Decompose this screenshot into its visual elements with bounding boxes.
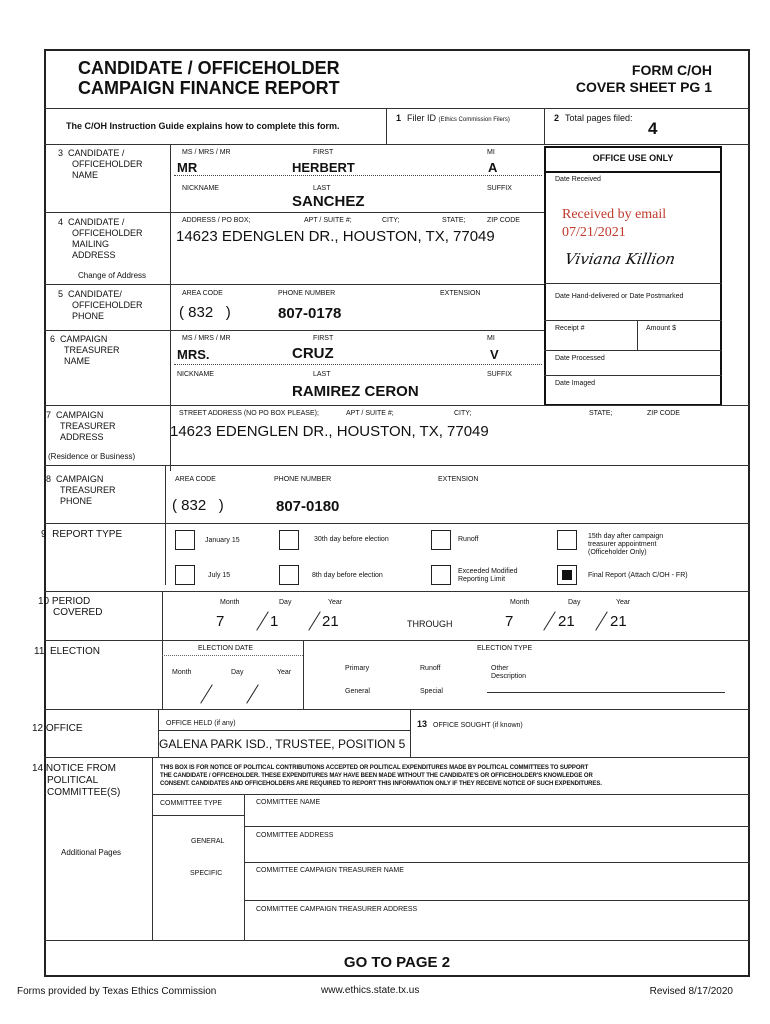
footer-provided-by: Forms provided by Texas Ethics Commission <box>17 986 217 997</box>
s6-title-value: MRS. <box>177 347 210 362</box>
s6-first-col: FIRST <box>313 335 334 342</box>
total-pages-text: Total pages filed: <box>565 113 633 123</box>
opt-30th-day: 30th day before election <box>314 536 389 543</box>
opt-exceeded-limit: Exceeded Modified Reporting Limit <box>458 568 518 583</box>
s4-state-col: STATE; <box>442 217 466 224</box>
total-pages-number: 2 <box>554 113 560 123</box>
s3-last-col: LAST <box>313 185 331 192</box>
form-title-line1: CANDIDATE / OFFICEHOLDER <box>78 58 340 78</box>
s11-election-date: ELECTION DATE <box>198 645 254 652</box>
s5-label: 5 CANDIDATE/ OFFICEHOLDER PHONE <box>58 289 143 321</box>
opt-january-15: January 15 <box>205 537 240 544</box>
s11-day-col: Day <box>231 669 244 676</box>
committee-specific: SPECIFIC <box>190 870 223 877</box>
additional-pages: Additional Pages <box>61 848 122 857</box>
s7-city-col: CITY; <box>454 410 472 417</box>
s11-special: Special <box>420 688 443 695</box>
s10-to-month-col: Month <box>510 599 530 606</box>
cover-sheet-label: COVER SHEET PG 1 <box>575 79 712 95</box>
instruction-text: The C/OH Instruction Guide explains how to complete this form. <box>66 121 340 131</box>
office-use-title: OFFICE USE ONLY <box>592 153 674 163</box>
s4-label: 4 CANDIDATE / OFFICEHOLDER MAILING ADDRESS <box>58 217 143 260</box>
filer-id-label <box>396 113 510 123</box>
s6-nickname-col: NICKNAME <box>177 371 214 378</box>
checkbox-final-report[interactable] <box>557 565 577 585</box>
footer-revised: Revised 8/17/2020 <box>649 986 733 997</box>
opt-15th-day: 15th day after campaign treasurer appointment (Officeholder Only) <box>588 533 664 556</box>
signature: Viviana Killion <box>563 250 677 268</box>
s7-apt-col: APT / SUITE #; <box>346 410 394 417</box>
opt-july-15: July 15 <box>208 572 231 579</box>
s10-from-year-col: Year <box>328 599 343 606</box>
checkbox-january-15[interactable] <box>175 530 195 550</box>
s10-to-day: 21 <box>558 613 575 630</box>
s3-nickname-col: NICKNAME <box>182 185 219 192</box>
form-title <box>78 58 340 98</box>
s10-from-month: 7 <box>216 613 225 630</box>
s7-zip-col: ZIP CODE <box>647 410 680 417</box>
s7-label: 7 CAMPAIGN TREASURER ADDRESS <box>46 410 116 442</box>
s4-apt-col: APT / SUITE #; <box>304 217 352 224</box>
s5-phone-col: PHONE NUMBER <box>278 290 336 297</box>
s5-phone-value: 807-0178 <box>278 305 342 322</box>
s10-to-month: 7 <box>505 613 514 630</box>
s6-last-value: RAMIREZ CERON <box>292 383 419 400</box>
s11-other-description: Other Description <box>491 665 527 680</box>
office-held-label: OFFICE HELD (if any) <box>166 720 236 727</box>
checkbox-15th-day[interactable] <box>557 530 577 550</box>
checkbox-exceeded-limit[interactable] <box>431 565 451 585</box>
s8-phone-value: 807-0180 <box>276 498 340 515</box>
s7-address-value: 14623 EDENGLEN DR., HOUSTON, TX, 77049 <box>170 423 489 440</box>
date-processed-label: Date Processed <box>555 355 605 362</box>
s10-from-day-col: Day <box>279 599 292 606</box>
s3-mi-value: A <box>488 160 498 175</box>
s10-from-year: 21 <box>322 613 339 630</box>
go-to-page-2: GO TO PAGE 2 <box>343 954 451 971</box>
s11-year-col: Year <box>277 669 292 676</box>
date-received-label: Date Received <box>555 176 601 183</box>
s10-to-year: 21 <box>610 613 627 630</box>
s6-mi-col: MI <box>487 335 495 342</box>
s10-from-day: 1 <box>270 613 279 630</box>
form-id-label: FORM C/OH <box>631 62 712 78</box>
s3-title-value: MR <box>177 160 198 175</box>
received-stamp-line1: Received by email <box>562 207 667 222</box>
received-stamp-date: 07/21/2021 <box>562 225 626 240</box>
s14-notice: THIS BOX IS FOR NOTICE OF POLITICAL CONTRIBUTIONS ACCEPTED OR POLITICAL EXPENDITURES MADE BY POLITICAL COMMITTEES TO SUPPORT THE CANDIDATE / OFFICEHOLDER. THESE EXPENDITURES MAY HAVE BEEN MADE WITHOUT THE CANDIDATE'S OR OFFICEHOLDER'S KNOWLEDGE OR CONSENT. CANDIDATES AND OFFICEHOLDERS ARE REQUIRED TO REPORT THIS INFORMATION ONLY IF THEY RECEIVE NOTICE OF SUCH EXPENDITURES. <box>160 765 602 787</box>
date-imaged-label: Date Imaged <box>555 380 596 387</box>
form-id <box>576 62 712 96</box>
s10-from-month-col: Month <box>220 599 240 606</box>
s8-area-value: ( 832 ) <box>172 497 224 514</box>
opt-8th-day: 8th day before election <box>312 572 383 579</box>
opt-final-report: Final Report (Attach C/OH - FR) <box>588 572 688 579</box>
s6-suffix-col: SUFFIX <box>487 371 512 378</box>
hand-delivered-label: Date Hand-delivered or Date Postmarked <box>555 293 684 300</box>
office-use-box <box>544 146 722 406</box>
committee-name-label: COMMITTEE NAME <box>256 799 321 806</box>
s3-last-value: SANCHEZ <box>292 193 365 210</box>
committee-treasurer-name-label: COMMITTEE CAMPAIGN TREASURER NAME <box>256 867 404 874</box>
s4-address-value: 14623 EDENGLEN DR., HOUSTON, TX, 77049 <box>176 228 495 245</box>
s5-ext-col: EXTENSION <box>440 290 481 297</box>
s11-general: General <box>345 688 370 695</box>
s11-runoff: Runoff <box>420 665 441 672</box>
s3-mi-col: MI <box>487 149 495 156</box>
s10-through: THROUGH <box>407 619 453 629</box>
s10-to-year-col: Year <box>616 599 631 606</box>
s11-month-col: Month <box>172 669 192 676</box>
received-stamp <box>562 206 666 242</box>
s5-area-col: AREA CODE <box>182 290 223 297</box>
committee-general: GENERAL <box>191 838 225 845</box>
office-held-value: GALENA PARK ISD., TRUSTEE, POSITION 5 <box>159 737 406 751</box>
s6-first-value: CRUZ <box>292 345 334 362</box>
s7-state-col: STATE; <box>589 410 613 417</box>
committee-treasurer-address-label: COMMITTEE CAMPAIGN TREASURER ADDRESS <box>256 906 418 913</box>
s10-label: 10 PERIOD COVERED <box>38 596 103 618</box>
s11-election-type: ELECTION TYPE <box>477 645 533 652</box>
s7-residence-note: (Residence or Business) <box>48 452 136 461</box>
s6-last-col: LAST <box>313 371 331 378</box>
s10-to-day-col: Day <box>568 599 581 606</box>
s3-label: 3 CANDIDATE / OFFICEHOLDER NAME <box>58 148 143 180</box>
filer-id-note: (Ethics Commission Filers) <box>438 117 510 123</box>
s4-change-of-address: Change of Address <box>78 271 147 280</box>
s3-suffix-col: SUFFIX <box>487 185 512 192</box>
committee-address-label: COMMITTEE ADDRESS <box>256 832 334 839</box>
s4-city-col: CITY; <box>382 217 400 224</box>
s5-area-value: ( 832 ) <box>179 304 231 321</box>
filer-id-text: Filer ID <box>407 113 437 123</box>
s3-first-value: HERBERT <box>292 160 355 175</box>
footer-website: www.ethics.state.tx.us <box>321 985 420 996</box>
receipt-label: Receipt # <box>555 325 585 332</box>
committee-type-label: COMMITTEE TYPE <box>160 800 223 807</box>
s9-label: 9 REPORT TYPE <box>41 529 123 540</box>
opt-runoff: Runoff <box>458 536 479 543</box>
s14-label: 14 NOTICE FROM POLITICAL COMMITTEE(S) <box>32 763 121 798</box>
s6-title-col: MS / MRS / MR <box>182 335 231 342</box>
s6-label: 6 CAMPAIGN TREASURER NAME <box>50 334 120 366</box>
s8-label: 8 CAMPAIGN TREASURER PHONE <box>46 474 116 506</box>
checkbox-30th-day[interactable] <box>279 530 299 550</box>
amount-label: Amount $ <box>646 325 676 332</box>
s8-phone-col: PHONE NUMBER <box>274 476 332 483</box>
form-title-line2: CAMPAIGN FINANCE REPORT <box>78 78 340 98</box>
s8-ext-col: EXTENSION <box>438 476 479 483</box>
s12-label: 12 OFFICE <box>32 723 83 734</box>
s4-address-col: ADDRESS / PO BOX; <box>182 217 251 224</box>
checkbox-8th-day[interactable] <box>279 565 299 585</box>
s8-area-col: AREA CODE <box>175 476 216 483</box>
total-pages-label <box>554 113 633 123</box>
s6-mi-value: V <box>490 347 499 362</box>
s7-street-col: STREET ADDRESS (NO PO BOX PLEASE); <box>179 410 319 417</box>
s3-title-col: MS / MRS / MR <box>182 149 231 156</box>
s11-primary: Primary <box>345 665 370 672</box>
checkbox-july-15[interactable] <box>175 565 195 585</box>
total-pages-value: 4 <box>648 119 658 138</box>
checkbox-runoff[interactable] <box>431 530 451 550</box>
filer-id-number: 1 <box>396 113 402 123</box>
office-sought-label: 13 OFFICE SOUGHT (if known) <box>417 719 523 729</box>
s3-first-col: FIRST <box>313 149 334 156</box>
s4-zip-col: ZIP CODE <box>487 217 520 224</box>
s11-label: 11 ELECTION <box>34 646 100 657</box>
